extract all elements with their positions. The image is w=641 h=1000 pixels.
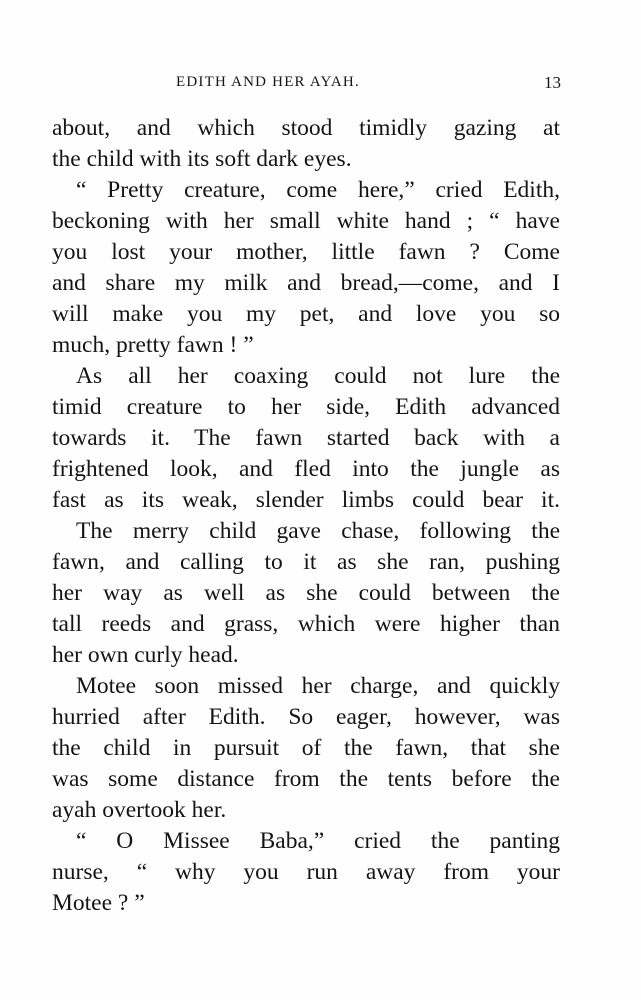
text-line: “ O Missee Baba,” cried the panting [76,828,560,854]
text-line: timid creature to her side, Edith advanced [52,394,560,420]
text-line: and share my milk and bread,—come, and I [52,270,560,296]
text-line: her way as well as she could between the [52,580,560,606]
running-header-title: EDITH AND HER AYAH. [176,74,360,90]
text-line: “ Pretty creature, come here,” cried Edith, [76,177,560,203]
running-header [52,74,559,98]
text-line: beckoning with her small white hand ; “ have [52,208,560,234]
text-line: tall reeds and grass, which were higher than [52,611,560,637]
text-line: the child in pursuit of the fawn, that she [52,735,560,761]
text-line: the child with its soft dark eyes. [52,146,352,172]
text-line: Motee soon missed her charge, and quickly [76,673,560,699]
text-line: towards it. The fawn started back with a [52,425,560,451]
text-line: about, and which stood timidly gazing at [52,115,560,141]
text-line: was some distance from the tents before the [52,766,560,792]
text-line: you lost your mother, little fawn ? Come [52,239,560,265]
text-line: her own curly head. [52,642,239,668]
text-line: Motee ? ” [52,890,145,916]
text-line: fast as its weak, slender limbs could bear it. [52,487,560,513]
body-text [52,113,560,919]
text-line: As all her coaxing could not lure the [76,363,560,389]
text-line: frightened look, and fled into the jungle as [52,456,560,482]
text-line: will make you my pet, and love you so [52,301,560,327]
text-line: fawn, and calling to it as she ran, pushing [52,549,560,575]
text-line: The merry child gave chase, following the [76,518,560,544]
text-line: hurried after Edith. So eager, however, was [52,704,560,730]
page-number: 13 [544,73,561,92]
text-line: nurse, “ why you run away from your [52,859,560,885]
text-line: ayah overtook her. [52,797,227,823]
text-line: much, pretty fawn ! ” [52,332,254,358]
